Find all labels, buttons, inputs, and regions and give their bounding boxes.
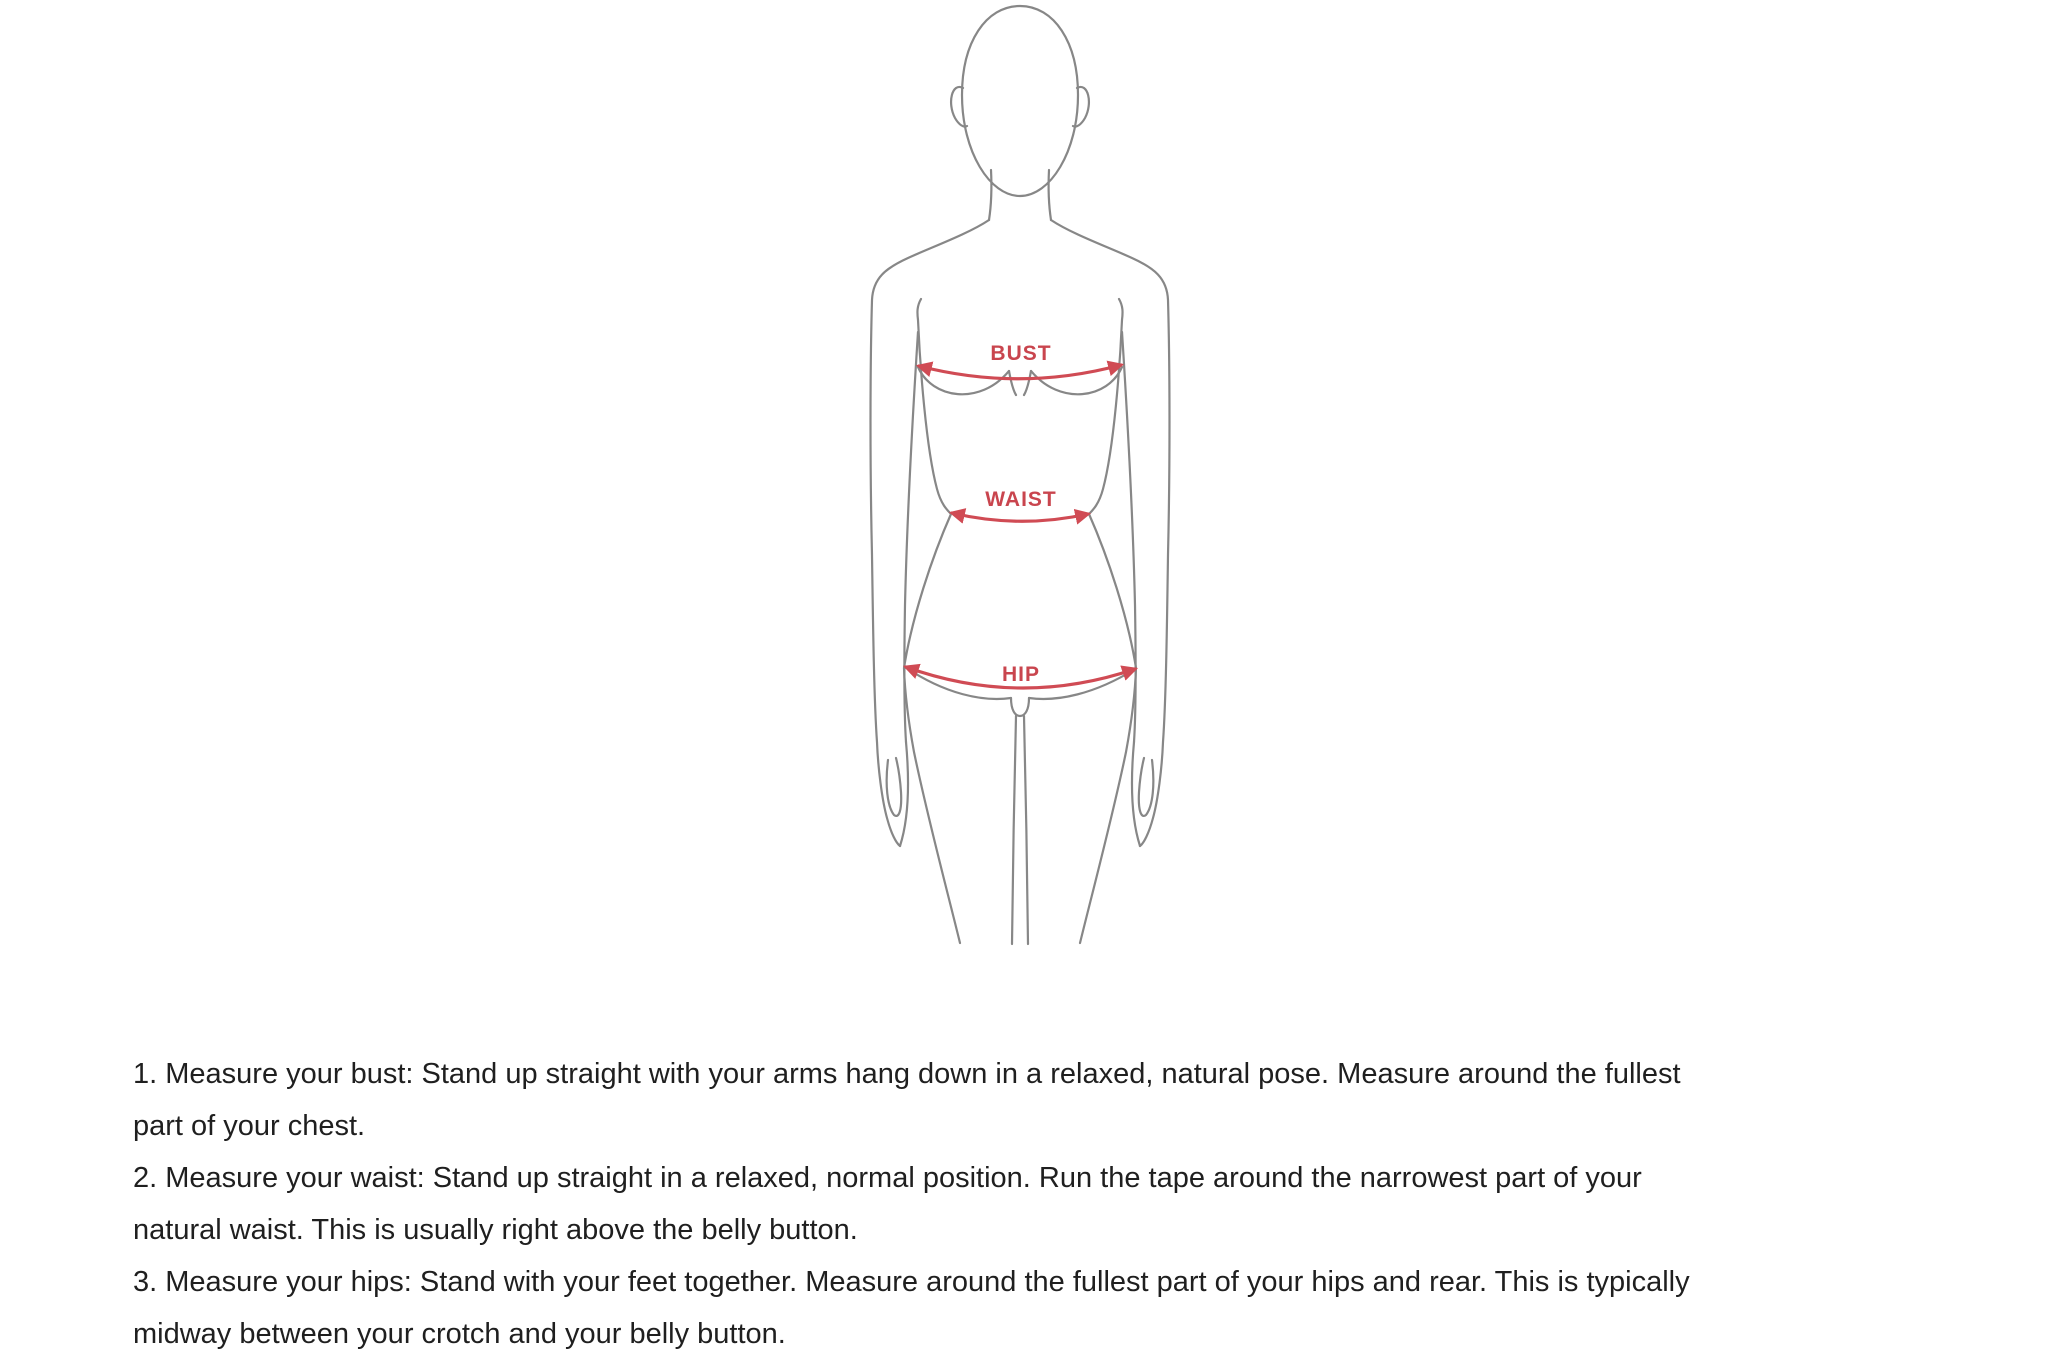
neck-right-line	[1049, 170, 1051, 220]
instruction-line-3: 2. Measure your waist: Stand up straight in a relaxed, normal position. Run the tape around the narrowest part of your	[133, 1162, 1642, 1194]
right-torso-line	[1080, 299, 1136, 943]
left-inner-thigh-line	[1012, 716, 1016, 944]
cleavage-left-stroke	[1009, 371, 1016, 395]
left-torso-line	[904, 299, 960, 943]
body-figure-svg	[820, 0, 1240, 980]
body-measurement-diagram	[820, 0, 1240, 980]
cleavage-right-stroke	[1024, 371, 1031, 395]
waist-label: WAIST	[985, 488, 1057, 511]
crotch-curve	[1011, 698, 1029, 716]
right-thumb-line	[1139, 758, 1154, 816]
left-shoulder-arm-line	[871, 220, 990, 846]
bust-label: BUST	[990, 342, 1052, 365]
instruction-line-5: 3. Measure your hips: Stand with your feet together. Measure around the fullest part of your hips and rear. This is typically	[133, 1266, 1690, 1298]
neck-left-line	[989, 170, 991, 220]
right-inner-thigh-line	[1024, 716, 1028, 944]
bust-measure-arrow	[919, 365, 1121, 379]
right-bust-curve	[1031, 367, 1122, 394]
hip-label: HIP	[1001, 663, 1041, 686]
right-shoulder-arm-line	[1051, 220, 1170, 846]
waist-measure-arrow	[952, 513, 1088, 521]
instruction-line-4: natural waist. This is usually right above the belly button.	[133, 1214, 858, 1246]
head-outline	[962, 6, 1078, 196]
instruction-line-1: 1. Measure your bust: Stand up straight with your arms hang down in a relaxed, natural pose. Measure around the fullest	[133, 1058, 1681, 1090]
instruction-line-2: part of your chest.	[133, 1110, 366, 1142]
left-inner-arm-line	[904, 332, 918, 742]
left-thumb-line	[887, 758, 902, 816]
measurement-instructions	[133, 1048, 1690, 1360]
instruction-line-6: midway between your crotch and your belly button.	[133, 1318, 786, 1350]
left-bust-curve	[918, 367, 1009, 394]
right-inner-arm-line	[1122, 332, 1136, 742]
